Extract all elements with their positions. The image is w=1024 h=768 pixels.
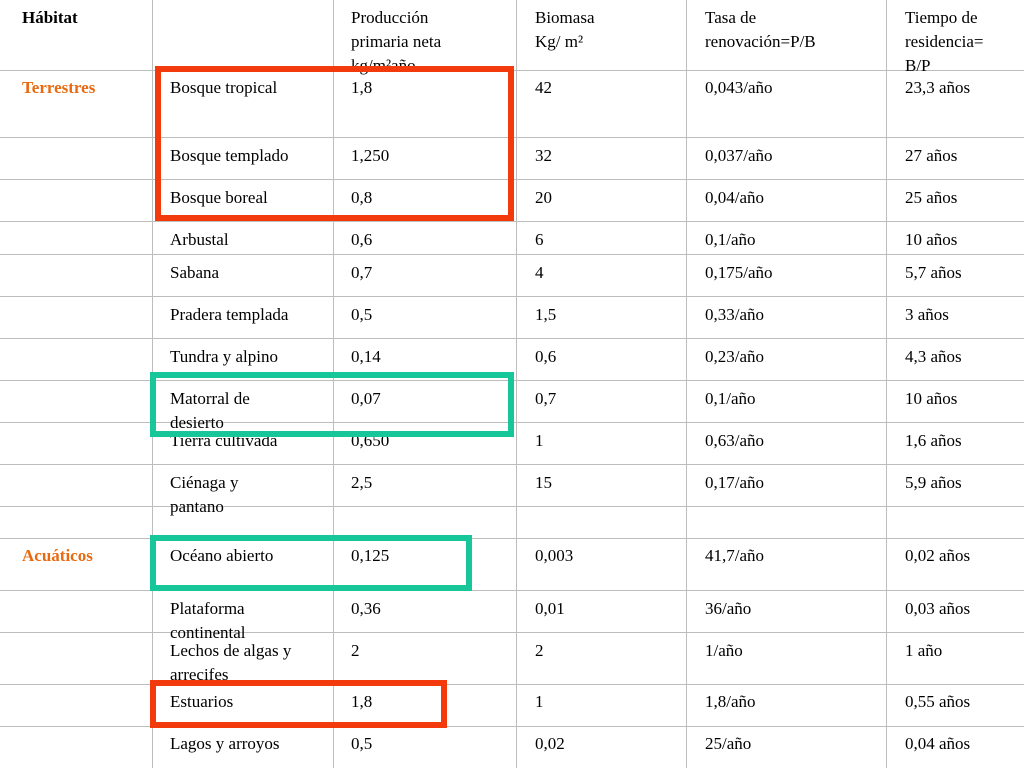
row-tasa: 41,7/año <box>705 546 765 565</box>
row-tiempo: 1 año <box>905 641 943 660</box>
row-name-line1: Plataforma <box>170 599 245 618</box>
header-produccion <box>351 6 441 78</box>
row-name: Pradera templada <box>170 305 289 324</box>
row-biomasa: 4 <box>535 263 544 282</box>
row-name: Tierra cultivada <box>170 431 278 450</box>
row-name: Sabana <box>170 263 220 282</box>
header-biomasa <box>535 6 595 54</box>
row-produccion: 0,8 <box>351 188 373 207</box>
row-tiempo: 4,3 años <box>905 347 962 366</box>
row-tiempo: 0,55 años <box>905 692 971 711</box>
header-habitat: Hábitat <box>22 8 78 27</box>
header-tasa-line1: Tasa de <box>705 8 757 27</box>
row-name: Tundra y alpino <box>170 347 278 366</box>
row-name: Océano abierto <box>170 546 274 565</box>
row-tasa: 0,1/año <box>705 230 756 249</box>
row-tiempo: 1,6 años <box>905 431 962 450</box>
row-tiempo: 10 años <box>905 230 958 249</box>
row-produccion: 1,8 <box>351 692 373 711</box>
row-produccion: 0,125 <box>351 546 390 565</box>
grid-line <box>0 590 1024 591</box>
grid-line <box>0 70 1024 71</box>
header-biomasa-line2: Kg/ m² <box>535 32 584 51</box>
grid-line <box>0 179 1024 180</box>
row-name-line1: Lechos de algas y <box>170 641 292 660</box>
header-produccion-line3: kg/m²año <box>351 56 416 75</box>
header-produccion-line1: Producción <box>351 8 429 27</box>
row-name: Estuarios <box>170 692 234 711</box>
grid-line <box>0 422 1024 423</box>
row-name <box>170 639 291 687</box>
row-produccion: 0,7 <box>351 263 373 282</box>
grid-line <box>0 538 1024 539</box>
row-name: Bosque tropical <box>170 78 278 97</box>
row-name <box>170 471 238 519</box>
row-biomasa: 0,01 <box>535 599 565 618</box>
row-biomasa: 20 <box>535 188 552 207</box>
row-name: Arbustal <box>170 230 229 249</box>
row-tiempo: 5,9 años <box>905 473 962 492</box>
row-biomasa: 0,7 <box>535 389 557 408</box>
row-tasa: 0,23/año <box>705 347 765 366</box>
row-tiempo: 27 años <box>905 146 958 165</box>
row-biomasa: 15 <box>535 473 552 492</box>
row-biomasa: 2 <box>535 641 544 660</box>
row-tiempo: 5,7 años <box>905 263 962 282</box>
row-name-line1: Matorral de <box>170 389 250 408</box>
row-tiempo: 25 años <box>905 188 958 207</box>
row-tasa: 0,175/año <box>705 263 773 282</box>
row-tiempo: 10 años <box>905 389 958 408</box>
row-tiempo: 3 años <box>905 305 949 324</box>
row-biomasa: 0,6 <box>535 347 557 366</box>
row-biomasa: 0,02 <box>535 734 565 753</box>
grid-line <box>0 464 1024 465</box>
row-name-line2: arrecifes <box>170 665 229 684</box>
row-name: Lagos y arroyos <box>170 734 280 753</box>
row-tiempo: 23,3 años <box>905 78 971 97</box>
row-tiempo: 0,03 años <box>905 599 971 618</box>
row-name-line1: Ciénaga y <box>170 473 239 492</box>
header-produccion-line2: primaria neta <box>351 32 442 51</box>
row-produccion: 1,8 <box>351 78 373 97</box>
header-tasa-line2: renovación=P/B <box>705 32 816 51</box>
row-biomasa: 42 <box>535 78 552 97</box>
row-produccion: 2 <box>351 641 360 660</box>
row-biomasa: 0,003 <box>535 546 574 565</box>
row-tiempo: 0,02 años <box>905 546 971 565</box>
section-terrestres: Terrestres <box>22 78 96 97</box>
grid-line <box>686 0 687 768</box>
row-name-line2: continental <box>170 623 246 642</box>
row-name: Bosque boreal <box>170 188 268 207</box>
grid-line <box>516 0 517 768</box>
section-acuaticos: Acuáticos <box>22 546 93 565</box>
row-produccion: 0,6 <box>351 230 373 249</box>
row-produccion: 0,14 <box>351 347 381 366</box>
grid-line <box>0 380 1024 381</box>
row-produccion: 0,650 <box>351 431 390 450</box>
row-name-line2: desierto <box>170 413 224 432</box>
row-name <box>170 597 246 645</box>
row-tasa: 1,8/año <box>705 692 756 711</box>
row-tasa: 0,04/año <box>705 188 765 207</box>
grid-line <box>0 221 1024 222</box>
grid-line <box>0 632 1024 633</box>
grid-line <box>886 0 887 768</box>
row-name <box>170 387 250 435</box>
row-biomasa: 6 <box>535 230 544 249</box>
grid-line <box>0 137 1024 138</box>
grid-line <box>0 684 1024 685</box>
grid-line <box>0 506 1024 507</box>
header-tiempo <box>905 6 984 78</box>
row-biomasa: 1 <box>535 431 544 450</box>
row-produccion: 0,07 <box>351 389 381 408</box>
row-produccion: 2,5 <box>351 473 373 492</box>
row-tasa: 0,037/año <box>705 146 773 165</box>
header-tiempo-line3: B/P <box>905 56 931 75</box>
row-name: Bosque templado <box>170 146 289 165</box>
row-produccion: 1,250 <box>351 146 390 165</box>
grid-line <box>0 338 1024 339</box>
row-tasa: 0,33/año <box>705 305 765 324</box>
grid-line <box>152 0 153 768</box>
row-tasa: 25/año <box>705 734 752 753</box>
grid-line <box>0 254 1024 255</box>
row-name-line2: pantano <box>170 497 224 516</box>
row-tasa: 0,17/año <box>705 473 765 492</box>
grid-line <box>0 726 1024 727</box>
row-biomasa: 1,5 <box>535 305 557 324</box>
row-tiempo: 0,04 años <box>905 734 971 753</box>
row-tasa: 36/año <box>705 599 752 618</box>
header-tiempo-line2: residencia= <box>905 32 984 51</box>
grid-line <box>333 0 334 768</box>
row-tasa: 0,043/año <box>705 78 773 97</box>
row-tasa: 0,63/año <box>705 431 765 450</box>
row-tasa: 0,1/año <box>705 389 756 408</box>
row-biomasa: 32 <box>535 146 552 165</box>
header-biomasa-line1: Biomasa <box>535 8 595 27</box>
row-tasa: 1/año <box>705 641 743 660</box>
row-produccion: 0,36 <box>351 599 381 618</box>
row-produccion: 0,5 <box>351 734 373 753</box>
header-tiempo-line1: Tiempo de <box>905 8 978 27</box>
row-biomasa: 1 <box>535 692 544 711</box>
header-tasa <box>705 6 816 54</box>
grid-line <box>0 296 1024 297</box>
row-produccion: 0,5 <box>351 305 373 324</box>
